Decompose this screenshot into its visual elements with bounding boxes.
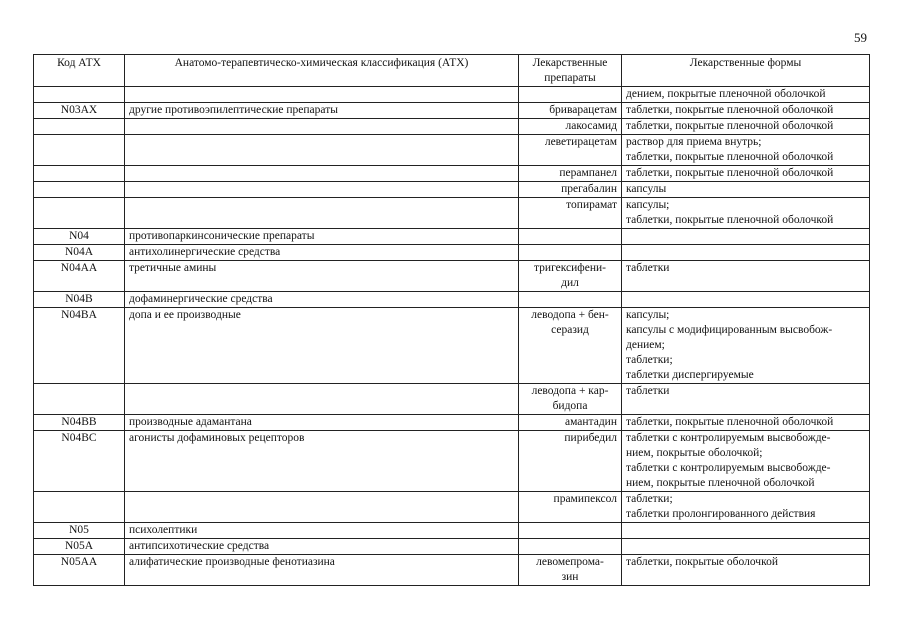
- dosage-form-line: таблетки с контролируемым высвобожде-: [626, 432, 831, 444]
- drug-cell: [519, 103, 622, 119]
- dosage-form-line: таблетки, покрытые пленочной оболочкой: [626, 104, 834, 116]
- table-header-row: [34, 55, 870, 87]
- drug-line: перампанел: [559, 167, 617, 179]
- classification-cell: допа и ее производные: [125, 308, 519, 384]
- classification-cell: психолептики: [125, 523, 519, 539]
- classification-cell: [125, 384, 519, 415]
- drug-line: прегабалин: [561, 183, 617, 195]
- atx-code-cell: N04BC: [34, 431, 125, 492]
- atx-code-cell: N04BA: [34, 308, 125, 384]
- dosage-forms-cell: [622, 135, 870, 166]
- classification-cell: [125, 135, 519, 166]
- drug-cell: [519, 431, 622, 492]
- classification-cell: [125, 119, 519, 135]
- drug-cell: [519, 198, 622, 229]
- dosage-forms-cell: [622, 166, 870, 182]
- atx-code-cell: [34, 166, 125, 182]
- drug-cell: [519, 229, 622, 245]
- dosage-form-line: таблетки, покрытые пленочной оболочкой: [626, 151, 834, 163]
- dosage-forms-cell: [622, 384, 870, 415]
- dosage-form-line: дением, покрытые пленочной оболочкой: [626, 88, 826, 100]
- dosage-forms-cell: [622, 119, 870, 135]
- classification-cell: [125, 182, 519, 198]
- dosage-forms-cell: [622, 261, 870, 292]
- drug-cell: [519, 308, 622, 384]
- drug-line: зин: [561, 571, 579, 583]
- drug-cell: [519, 182, 622, 198]
- dosage-form-line: таблетки;: [626, 493, 673, 505]
- table-row: [34, 119, 870, 135]
- table-row: [34, 384, 870, 415]
- drug-cell: [519, 415, 622, 431]
- classification-cell: другие противоэпилептические препараты: [125, 103, 519, 119]
- classification-cell: алифатические производные фенотиазина: [125, 555, 519, 586]
- header-drugs-line: Лекарственные: [532, 57, 608, 69]
- dosage-forms-cell: [622, 492, 870, 523]
- drug-line: леводопа + кар-: [531, 385, 609, 397]
- table-row: [34, 166, 870, 182]
- dosage-forms-cell: [622, 555, 870, 586]
- dosage-forms-cell: [622, 182, 870, 198]
- drug-line: тригексифени-: [534, 262, 606, 274]
- table-row: [34, 492, 870, 523]
- drug-cell: [519, 119, 622, 135]
- drug-line: леводопа + бен-: [531, 309, 609, 321]
- atx-code-cell: N05: [34, 523, 125, 539]
- table-row: [34, 245, 870, 261]
- dosage-forms-cell: [622, 292, 870, 308]
- dosage-form-line: таблетки, покрытые пленочной оболочкой: [626, 416, 834, 428]
- dosage-form-line: капсулы: [626, 183, 667, 195]
- classification-cell: агонисты дофаминовых рецепторов: [125, 431, 519, 492]
- table-row: [34, 135, 870, 166]
- drug-cell: [519, 555, 622, 586]
- dosage-forms-cell: [622, 431, 870, 492]
- drug-line: амантадин: [565, 416, 617, 428]
- dosage-form-line: дением;: [626, 339, 665, 351]
- page-number: 59: [854, 30, 867, 45]
- classification-cell: антихолинергические средства: [125, 245, 519, 261]
- header-forms: Лекарственные формы: [622, 55, 870, 87]
- dosage-form-line: капсулы;: [626, 309, 670, 321]
- table-row: [34, 87, 870, 103]
- dosage-form-line: раствор для приема внутрь;: [626, 136, 762, 148]
- classification-cell: противопаркинсонические препараты: [125, 229, 519, 245]
- atx-table: [33, 54, 870, 586]
- header-drugs-line: препараты: [544, 72, 596, 84]
- dosage-form-line: нием, покрытые пленочной оболочкой: [626, 477, 815, 489]
- table-row: [34, 229, 870, 245]
- atx-code-cell: N04AA: [34, 261, 125, 292]
- classification-cell: [125, 198, 519, 229]
- classification-cell: дофаминергические средства: [125, 292, 519, 308]
- dosage-form-line: капсулы;: [626, 199, 670, 211]
- table-row: [34, 431, 870, 492]
- atx-code-cell: N04B: [34, 292, 125, 308]
- classification-cell: [125, 87, 519, 103]
- table-row: [34, 182, 870, 198]
- atx-code-cell: [34, 384, 125, 415]
- dosage-form-line: нием, покрытые оболочкой;: [626, 447, 763, 459]
- dosage-form-line: таблетки;: [626, 354, 673, 366]
- atx-code-cell: [34, 182, 125, 198]
- dosage-form-line: таблетки диспергируемые: [626, 369, 754, 381]
- dosage-forms-cell: [622, 87, 870, 103]
- header-classification: Анатомо-терапевтическо-химическая классификация (АТХ): [125, 55, 519, 87]
- drug-cell: [519, 539, 622, 555]
- atx-code-cell: [34, 119, 125, 135]
- dosage-forms-cell: [622, 308, 870, 384]
- atx-code-cell: N04BB: [34, 415, 125, 431]
- atx-code-cell: N04A: [34, 245, 125, 261]
- drug-line: прамипексол: [553, 493, 617, 505]
- classification-cell: третичные амины: [125, 261, 519, 292]
- dosage-form-line: таблетки: [626, 385, 670, 397]
- dosage-form-line: таблетки, покрытые пленочной оболочкой: [626, 167, 834, 179]
- drug-line: лакосамид: [565, 120, 617, 132]
- classification-cell: антипсихотические средства: [125, 539, 519, 555]
- drug-line: серазид: [551, 324, 589, 336]
- drug-cell: [519, 135, 622, 166]
- drug-line: бриварацетам: [549, 104, 617, 116]
- atx-code-cell: [34, 87, 125, 103]
- drug-line: леветирацетам: [544, 136, 617, 148]
- drug-line: левомепрома-: [536, 556, 604, 568]
- table-row: [34, 198, 870, 229]
- header-code: Код АТХ: [34, 55, 125, 87]
- drug-cell: [519, 261, 622, 292]
- dosage-forms-cell: [622, 103, 870, 119]
- atx-code-cell: N04: [34, 229, 125, 245]
- dosage-forms-cell: [622, 415, 870, 431]
- drug-cell: [519, 523, 622, 539]
- dosage-form-line: таблетки, покрытые пленочной оболочкой: [626, 214, 834, 226]
- table-row: [34, 103, 870, 119]
- drug-line: бидопа: [552, 400, 588, 412]
- atx-code-cell: [34, 135, 125, 166]
- table-row: [34, 292, 870, 308]
- dosage-forms-cell: [622, 229, 870, 245]
- drug-line: пирибедил: [564, 432, 617, 444]
- drug-cell: [519, 166, 622, 182]
- atx-code-cell: [34, 492, 125, 523]
- atx-code-cell: N05AA: [34, 555, 125, 586]
- table-row: [34, 415, 870, 431]
- dosage-forms-cell: [622, 539, 870, 555]
- drug-cell: [519, 87, 622, 103]
- atx-code-cell: N03AX: [34, 103, 125, 119]
- dosage-form-line: таблетки: [626, 262, 670, 274]
- atx-code-cell: [34, 198, 125, 229]
- table-row: [34, 261, 870, 292]
- dosage-forms-cell: [622, 198, 870, 229]
- atx-table-body: [34, 87, 870, 586]
- table-row: [34, 308, 870, 384]
- drug-line: дил: [561, 277, 579, 289]
- table-row: [34, 539, 870, 555]
- table-row: [34, 523, 870, 539]
- classification-cell: [125, 492, 519, 523]
- dosage-forms-cell: [622, 523, 870, 539]
- drug-cell: [519, 292, 622, 308]
- drug-line: топирамат: [566, 199, 617, 211]
- classification-cell: производные адамантана: [125, 415, 519, 431]
- dosage-forms-cell: [622, 245, 870, 261]
- drug-cell: [519, 384, 622, 415]
- dosage-form-line: капсулы с модифицированным высвобож-: [626, 324, 833, 336]
- header-drugs: [519, 55, 622, 87]
- drug-cell: [519, 492, 622, 523]
- drug-cell: [519, 245, 622, 261]
- table-row: [34, 555, 870, 586]
- atx-code-cell: N05A: [34, 539, 125, 555]
- dosage-form-line: таблетки пролонгированного действия: [626, 508, 816, 520]
- dosage-form-line: таблетки, покрытые оболочкой: [626, 556, 778, 568]
- dosage-form-line: таблетки, покрытые пленочной оболочкой: [626, 120, 834, 132]
- classification-cell: [125, 166, 519, 182]
- dosage-form-line: таблетки с контролируемым высвобожде-: [626, 462, 831, 474]
